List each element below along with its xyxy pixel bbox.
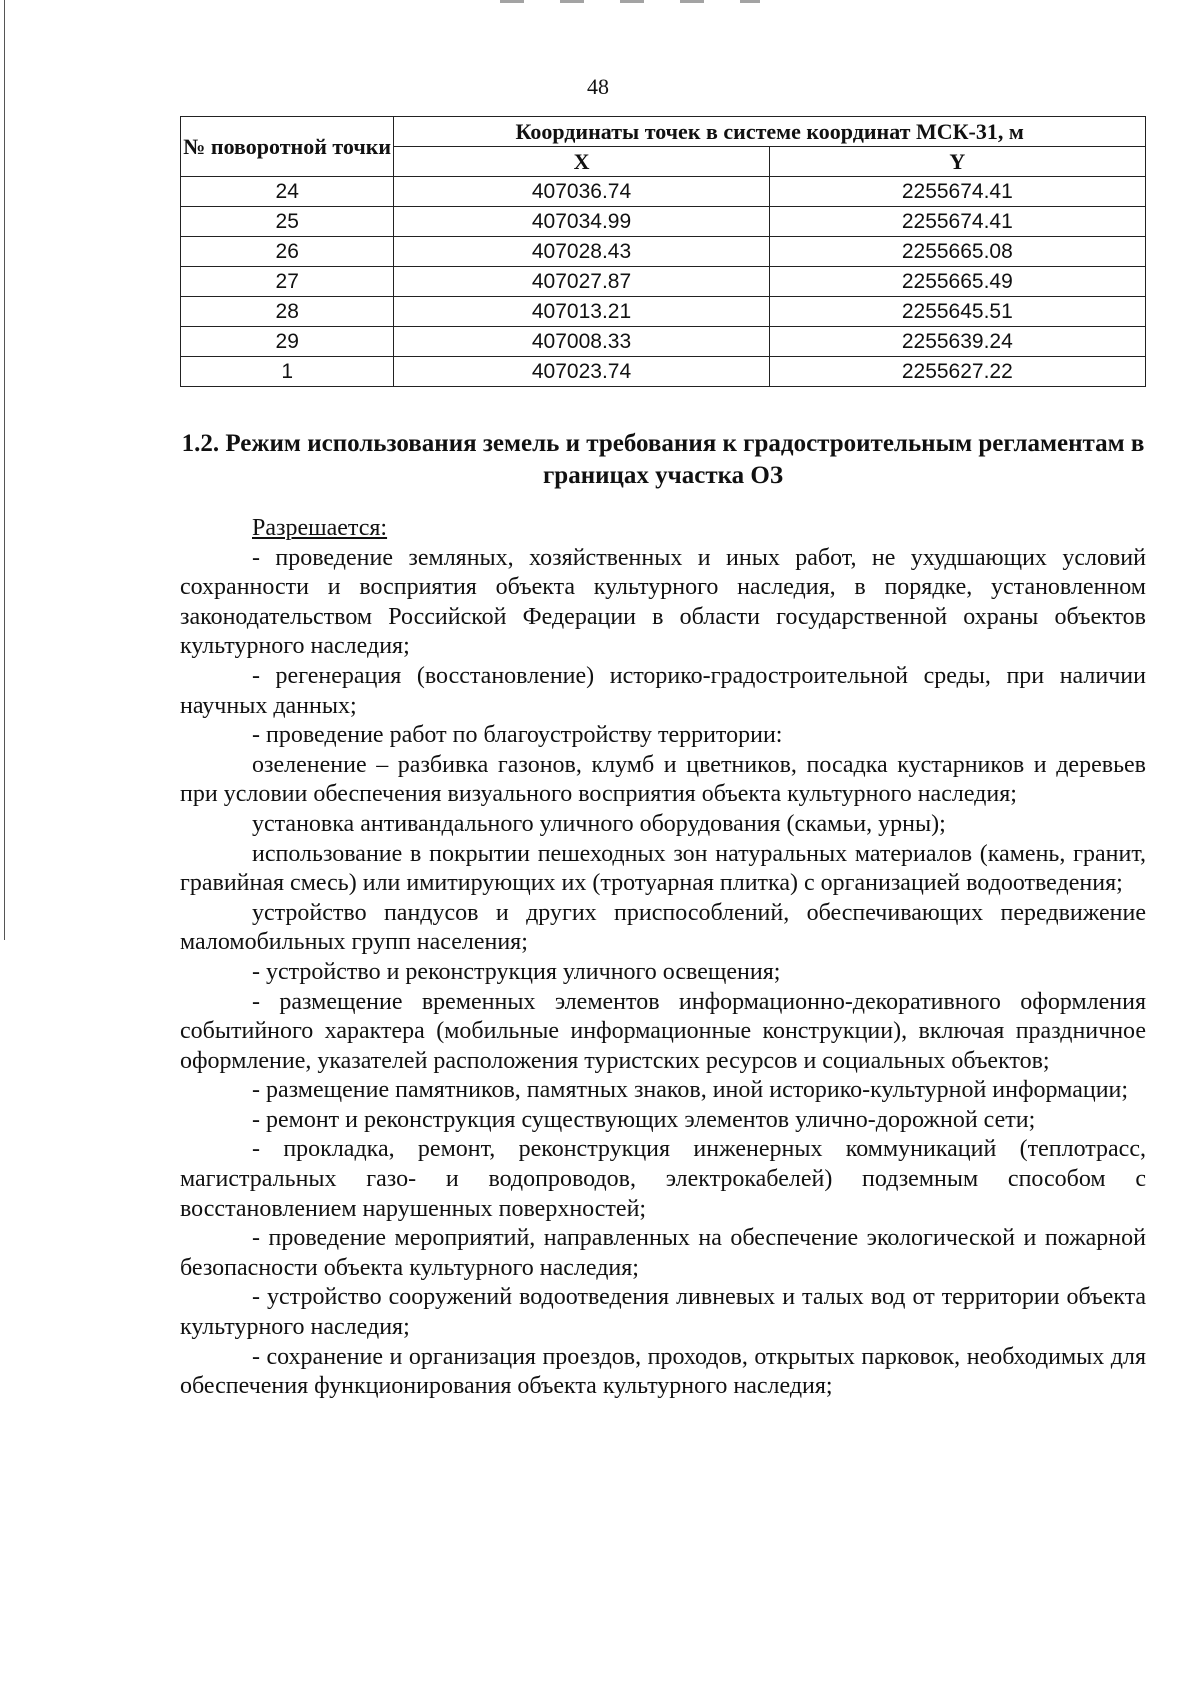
body-text — [180, 514, 1146, 1402]
y-cell: 2255639.24 — [769, 327, 1145, 357]
paragraph: - ремонт и реконструкция существующих элементов улично-дорожной сети; — [252, 1106, 1036, 1133]
y-cell: 2255665.08 — [769, 237, 1145, 267]
paragraph: озеленение – разбивка газонов, клумб и цветников, посадка кустарников и деревьев при условии обеспечения визуального восприятия объекта культурного наследия; — [180, 751, 1146, 808]
paragraph: - сохранение и организация проездов, проходов, открытых парковок, необходимых для обеспечения функционирования объекта культурного наследия; — [180, 1343, 1146, 1400]
y-cell: 2255645.51 — [769, 297, 1145, 327]
y-cell: 2255674.41 — [769, 177, 1145, 207]
x-cell: 407028.43 — [394, 237, 769, 267]
paragraph: - проведение мероприятий, направленных на обеспечение экологической и пожарной безопасности объекта культурного наследия; — [180, 1225, 1146, 1281]
x-cell: 407008.33 — [394, 327, 769, 357]
section-title: 1.2. Режим использования земель и требования к градостроительным регламентам в границах участка ОЗ — [181, 430, 1145, 489]
paragraph: - регенерация (восстановление) историко-градостроительной среды, при наличии научных данных; — [180, 662, 1146, 719]
coordinates-table — [180, 116, 1146, 387]
paragraph: установка антивандального уличного оборудования (скамьи, урны); — [252, 810, 946, 837]
table-row — [181, 297, 1146, 327]
header-y: Y — [769, 147, 1145, 177]
paragraph: устройство пандусов и других приспособлений, обеспечивающих передвижение маломобильных групп населения; — [180, 899, 1146, 956]
point-cell: 24 — [181, 177, 394, 207]
table-row — [181, 267, 1146, 297]
point-cell: 25 — [181, 207, 394, 237]
paragraph: - размещение временных элементов информационно-декоративного оформления событийного характера (мобильные информационные конструкции), включая праздничное оформление, указателей расположения туристских ресурсов и социальных объектов; — [180, 988, 1146, 1074]
header-coordinates: Координаты точек в системе координат МСК-31, м — [394, 117, 1146, 147]
point-cell: 27 — [181, 267, 394, 297]
table-row — [181, 207, 1146, 237]
paragraph: - проведение работ по благоустройству территории: — [252, 722, 783, 749]
scan-top-marks — [500, 0, 760, 3]
point-cell: 28 — [181, 297, 394, 327]
point-cell: 29 — [181, 327, 394, 357]
permitted-label: Разрешается: — [252, 515, 388, 541]
paragraph: - устройство сооружений водоотведения ливневых и талых вод от территории объекта культурного наследия; — [180, 1284, 1146, 1341]
table-row — [181, 237, 1146, 267]
x-cell: 407036.74 — [394, 177, 769, 207]
header-point-number: № поворотной точки — [181, 117, 394, 177]
paragraph: - размещение памятников, памятных знаков, иной историко-культурной информации; — [252, 1077, 1129, 1104]
x-cell: 407034.99 — [394, 207, 769, 237]
page-number: 48 — [587, 74, 609, 99]
point-cell: 26 — [181, 237, 394, 267]
scan-edge-line — [4, 0, 5, 940]
point-cell: 1 — [181, 357, 394, 387]
x-cell: 407013.21 — [394, 297, 769, 327]
y-cell: 2255665.49 — [769, 267, 1145, 297]
table-row — [181, 177, 1146, 207]
paragraph: использование в покрытии пешеходных зон натуральных материалов (камень, гранит, гравийная смесь) или имитирующих их (тротуарная плитка) с организацией водоотведения; — [180, 840, 1146, 897]
y-cell: 2255627.22 — [769, 357, 1145, 387]
table-row — [181, 327, 1146, 357]
paragraph: - проведение земляных, хозяйственных и иных работ, не ухудшающих условий сохранности и восприятия объекта культурного наследия, в порядке, установленном законодательством Российской Федерации в области государственной охраны объектов культурного наследия; — [180, 544, 1146, 660]
paragraph: - прокладка, ремонт, реконструкция инженерных коммуникаций (теплотрасс, магистральных газо- и водопроводов, электрокабелей) подземным способом с восстановлением нарушенных поверхностей; — [180, 1136, 1146, 1222]
x-cell: 407027.87 — [394, 267, 769, 297]
y-cell: 2255674.41 — [769, 207, 1145, 237]
x-cell: 407023.74 — [394, 357, 769, 387]
table-row — [181, 357, 1146, 387]
paragraph: - устройство и реконструкция уличного освещения; — [252, 958, 781, 985]
header-x: X — [394, 147, 769, 177]
